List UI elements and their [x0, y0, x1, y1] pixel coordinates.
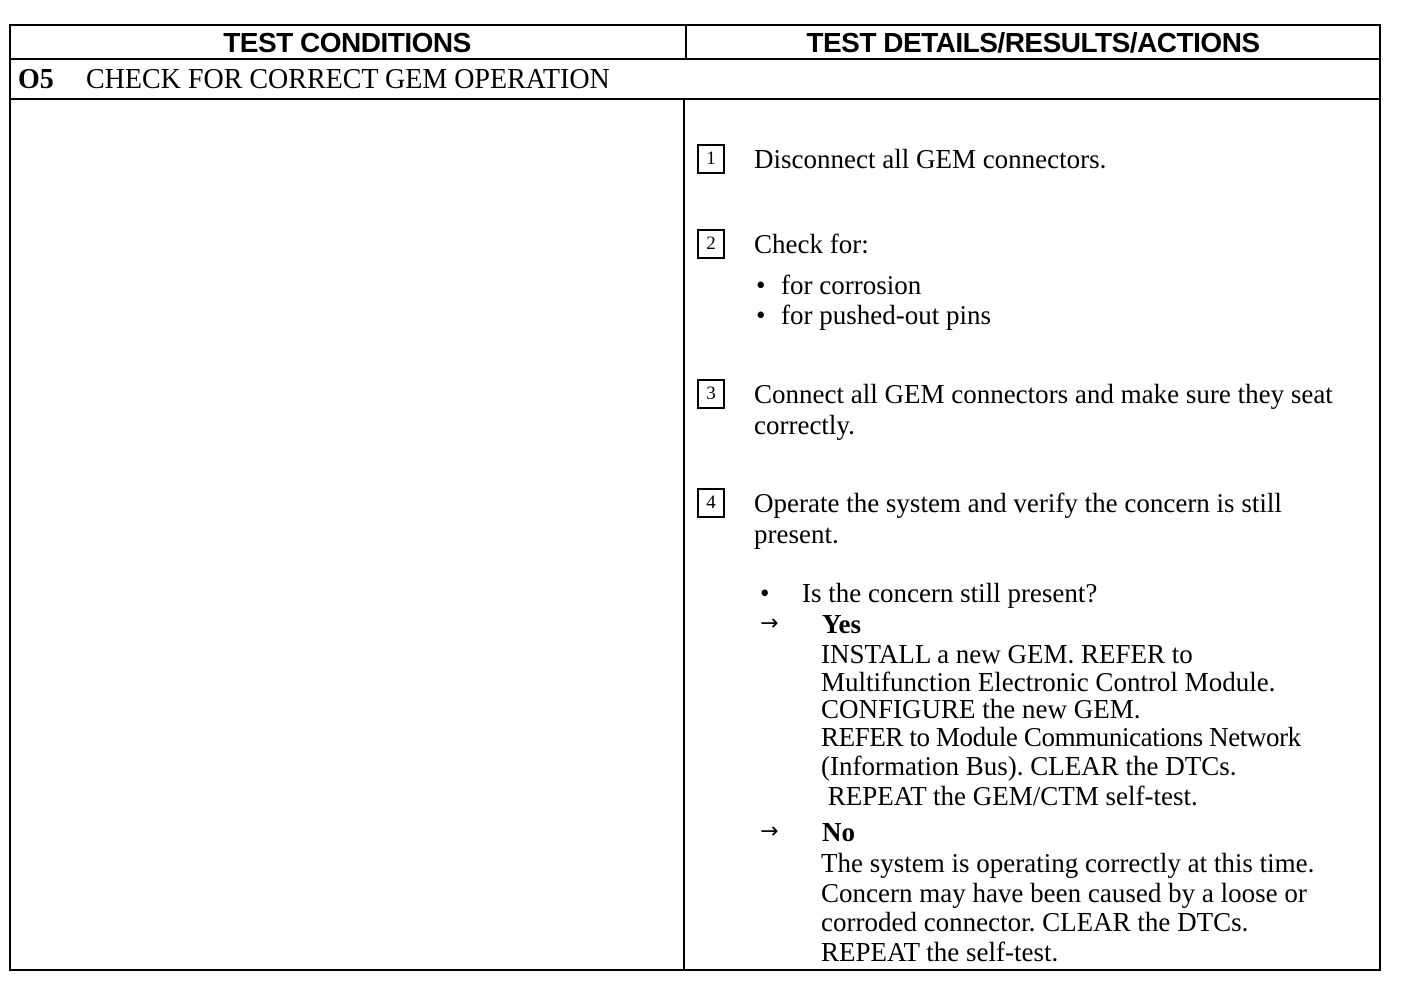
- yes-label: Yes: [822, 609, 861, 639]
- yes-arrow-icon: →: [760, 611, 779, 636]
- no-line: Concern may have been caused by a loose or: [821, 877, 1307, 908]
- no-actions: [821, 849, 1381, 967]
- list-item: • for corrosion: [756, 270, 991, 300]
- step-3-text: Connect all GEM connectors and make sure they seat correctly.: [754, 379, 1333, 440]
- yes-line: REFER to Module Communications Network: [821, 721, 1301, 752]
- section-heading: [18, 62, 610, 98]
- header-test-conditions: TEST CONDITIONS: [223, 27, 471, 58]
- header-test-details: TEST DETAILS/RESULTS/ACTIONS: [806, 27, 1260, 58]
- step-2-number: 2: [697, 229, 725, 259]
- step-2-bullets: [756, 270, 991, 330]
- no-line: REPEAT the self-test.: [821, 936, 1059, 967]
- no-line: corroded connector. CLEAR the DTCs.: [821, 907, 1249, 937]
- yes-line: INSTALL a new GEM. REFER to: [821, 639, 1193, 669]
- section-number: O5: [18, 64, 54, 95]
- step-2-text: Check for:: [754, 229, 869, 259]
- yes-line: REPEAT the GEM/CTM self-test.: [821, 780, 1198, 811]
- yes-line: Multifunction Electronic Control Module.: [821, 666, 1276, 697]
- step-1-text: Disconnect all GEM connectors.: [754, 144, 1107, 174]
- no-label: No: [822, 817, 855, 847]
- step-3-number: 3: [697, 379, 725, 409]
- yes-line: CONFIGURE the new GEM.: [821, 694, 1141, 724]
- no-line: The system is operating correctly at this time.: [821, 848, 1315, 878]
- no-arrow-icon: →: [760, 819, 779, 844]
- question: [760, 578, 1097, 609]
- list-item: • for pushed-out pins: [756, 300, 991, 330]
- header-divider: [9, 58, 1381, 60]
- step-4-text: Operate the system and verify the concern is still present.: [754, 488, 1282, 549]
- question-bullet: •: [760, 578, 770, 608]
- question-text: Is the concern still present?: [802, 578, 1098, 608]
- column-divider-body: [683, 98, 685, 971]
- section-divider: [9, 98, 1381, 100]
- yes-actions: [821, 641, 1381, 810]
- yes-line: (Information Bus). CLEAR the DTCs.: [821, 751, 1237, 781]
- step-1-number: 1: [697, 144, 725, 174]
- step-4-number: 4: [697, 488, 725, 518]
- section-title: CHECK FOR CORRECT GEM OPERATION: [86, 64, 610, 95]
